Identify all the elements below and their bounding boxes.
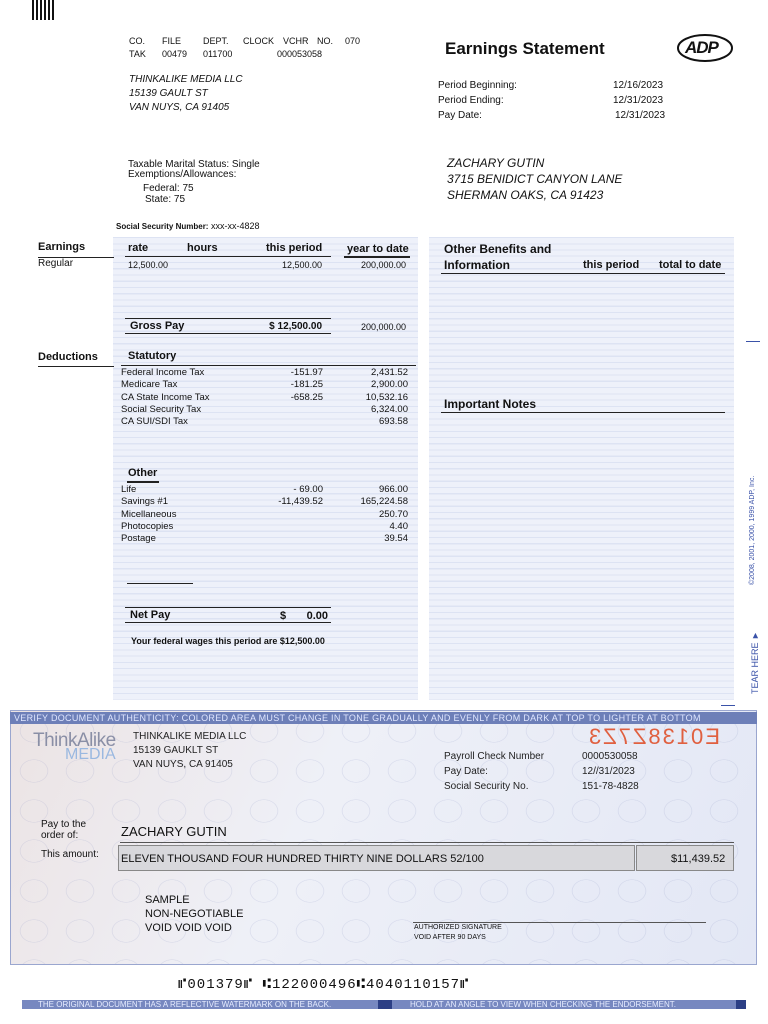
gross-pay-ytd: 200,000.00	[360, 322, 406, 332]
check-ssn-label: Social Security No.	[444, 781, 529, 792]
federal-wages-note: Your federal wages this period are $12,500.00	[131, 636, 325, 646]
other-row	[121, 521, 413, 533]
statutory-row	[121, 392, 413, 404]
code-value-file: 00479	[162, 49, 188, 59]
benefits-title-line2: Information	[444, 258, 510, 272]
code-label-no: NO.	[317, 36, 334, 46]
earnings-panel	[113, 237, 418, 700]
tear-arrow-icon: ►	[750, 631, 760, 640]
federal-label: Federal:	[143, 183, 180, 194]
company-street: 15139 GAULT ST	[129, 88, 208, 99]
check-ssn: 151-78-4828	[582, 781, 639, 792]
check-info	[444, 749, 684, 794]
code-label-file: FILE	[162, 36, 182, 46]
other-row	[121, 509, 413, 521]
check-company-city: VAN NUYS, CA 91405	[133, 759, 233, 770]
employee-address	[447, 155, 622, 203]
important-notes-title: Important Notes	[444, 397, 537, 411]
statutory-row	[121, 379, 413, 391]
statutory-ytd: 2,900.00	[371, 379, 408, 391]
company-city: VAN NUYS, CA 91405	[129, 102, 230, 113]
other-ytd: 250.70	[378, 508, 408, 520]
regular-label: Regular	[38, 258, 74, 269]
micr-line: ⑈001379⑈ ⑆122000496⑆4040110157⑈	[178, 977, 470, 993]
statutory-ytd: 10,532.16	[365, 391, 408, 403]
code-value-co: TAK	[129, 49, 146, 59]
pay-to-label	[41, 819, 86, 841]
statutory-label: Statutory	[128, 350, 177, 362]
important-notes-rule	[441, 412, 725, 413]
signature-label: AUTHORIZED SIGNATURE	[414, 924, 502, 931]
other-label: Other	[128, 467, 158, 479]
benefits-header-rule	[441, 273, 725, 274]
pay-to-line2: order of:	[41, 830, 79, 841]
code-value-dept: 011700	[203, 49, 233, 59]
exemptions-label: Exemptions/Allowances:	[128, 169, 237, 180]
check-logo-media: MEDIA	[65, 746, 116, 763]
code-value-vchr: 000053058	[277, 49, 323, 59]
payee-rule	[120, 842, 734, 843]
code-label-co: CO.	[129, 36, 146, 46]
earnings-header-rule	[125, 256, 331, 257]
benefits-title-line1: Other Benefits and	[444, 242, 552, 256]
net-pay-bottom-rule	[125, 622, 331, 623]
other-label: Postage	[121, 533, 156, 545]
gross-pay-bottom-rule	[125, 333, 331, 334]
check-pay-date: 12//31/2023	[582, 766, 635, 777]
ssn-value: xxx-xx-4828	[211, 221, 260, 231]
watermark-notice-right: HOLD AT AN ANGLE TO VIEW WHEN CHECKING THE ENDORSEMENT.	[410, 1000, 676, 1009]
statutory-label: Federal Income Tax	[121, 367, 205, 378]
other-current: - 69.00	[293, 484, 323, 495]
code-label-070: 070	[345, 36, 361, 46]
employee-name: ZACHARY GUTIN	[447, 156, 545, 170]
statutory-row	[121, 404, 413, 416]
other-label: Micellaneous	[121, 508, 177, 520]
other-row	[121, 484, 413, 496]
tear-tick-bottom	[721, 705, 735, 706]
pay-to-line1: Pay to the	[41, 819, 87, 830]
other-rule	[127, 481, 159, 483]
net-pay-value: 0.00	[306, 610, 328, 622]
barcode-mark	[32, 0, 56, 20]
other-row	[121, 496, 413, 508]
other-label: Savings #1	[121, 496, 169, 508]
ytd-header-rule	[344, 256, 410, 258]
bar-marker-end	[736, 1000, 746, 1009]
sample-line: SAMPLE	[145, 894, 190, 906]
ssn-label: Social Security Number:	[116, 222, 209, 231]
statutory-current: -658.25	[290, 391, 323, 403]
copyright-text: ©2008, 2001, 2000, 1999 ADP, Inc.	[749, 475, 756, 585]
other-ytd: 4.40	[389, 520, 408, 532]
void-line: VOID VOID VOID	[145, 922, 232, 934]
net-pay-label: Net Pay	[130, 609, 171, 621]
amount-words: ELEVEN THOUSAND FOUR HUNDRED THIRTY NINE DOLLARS 52/100	[121, 853, 484, 865]
sample-void-text	[145, 893, 243, 935]
gross-pay-top-rule	[125, 318, 331, 319]
check-company-street: 15139 GAUKLT ST	[133, 745, 219, 756]
period-beginning-label: Period Beginning:	[438, 80, 517, 91]
non-negotiable-line: NON-NEGOTIABLE	[145, 908, 244, 920]
other-current: -11,439.52	[278, 496, 323, 508]
marital-status: Taxable Marital Status: Single	[128, 159, 260, 170]
payroll-check-number: 0000530058	[582, 751, 638, 762]
tear-here-text: TEAR HERE	[750, 642, 760, 694]
statutory-label: CA State Income Tax	[121, 391, 210, 403]
other-ytd: 39.54	[384, 533, 408, 545]
check-company-address	[133, 730, 246, 772]
header-codes-values	[129, 49, 389, 60]
net-pay-top-rule	[125, 607, 331, 608]
col-this-period: this period	[266, 242, 323, 254]
state-label: State:	[145, 194, 172, 205]
period-ending-value: 12/31/2023	[613, 95, 664, 106]
period-info	[438, 78, 678, 123]
void-after-label: VOID AFTER 90 DAYS	[414, 934, 486, 941]
payee-name: ZACHARY GUTIN	[121, 824, 227, 839]
check-serial-number: E0138Z7Z3	[587, 724, 720, 749]
company-name: THINKALIKE MEDIA LLC	[129, 74, 243, 85]
net-pay-separator	[127, 583, 193, 584]
period-ending-label: Period Ending:	[438, 95, 504, 106]
statement-title: Earnings Statement	[445, 39, 605, 58]
header-codes-labels	[129, 36, 389, 47]
col-ytd: year to date	[347, 243, 409, 255]
benefits-col-this-period: this period	[583, 259, 640, 271]
other-ytd: 165,224.58	[360, 496, 408, 508]
state-value: 75	[173, 194, 186, 205]
statutory-current: -151.97	[290, 367, 323, 378]
signature-line	[413, 922, 706, 923]
statutory-label: Medicare Tax	[121, 379, 178, 391]
gross-pay-label: Gross Pay	[130, 320, 185, 332]
check-logo-think: ThinkAlike	[33, 730, 116, 751]
earnings-section-label: Earnings	[38, 241, 86, 253]
adp-logo-text: ADP	[685, 38, 718, 57]
period-beginning-value: 12/16/2023	[613, 80, 664, 91]
other-label: Photocopies	[121, 520, 174, 532]
statutory-ytd: 6,324.00	[371, 403, 408, 415]
watermark-notice-left: THE ORIGINAL DOCUMENT HAS A REFLECTIVE WATERMARK ON THE BACK.	[38, 1000, 332, 1009]
federal-value: 75	[182, 183, 194, 194]
deductions-divider	[38, 366, 114, 367]
watermark-notice-bar	[22, 1000, 746, 1009]
adp-logo	[676, 33, 734, 63]
regular-this-period: 12,500.00	[281, 260, 322, 270]
net-pay-currency: $	[280, 610, 287, 622]
code-label-clock: CLOCK	[243, 36, 275, 46]
statutory-label: Social Security Tax	[121, 403, 202, 415]
amount-figure: $11,439.52	[671, 853, 726, 865]
gross-pay-value: $ 12,500.00	[269, 321, 322, 332]
check-company-name: THINKALIKE MEDIA LLC	[133, 731, 247, 742]
authenticity-warning: VERIFY DOCUMENT AUTHENTICITY: COLORED AREA MUST CHANGE IN TONE GRADUALLY AND EVENLY FROM DARK AT TOP TO LIGHTER AT BOTTOM	[10, 712, 757, 724]
employee-city: SHERMAN OAKS, CA 91423	[447, 188, 604, 202]
tear-here-label	[750, 631, 762, 694]
benefits-panel	[429, 237, 734, 700]
other-label: Life	[121, 484, 137, 495]
tear-tick-top	[746, 341, 760, 342]
code-label-dept: DEPT.	[203, 36, 229, 46]
regular-rate: 12,500.00	[128, 260, 169, 270]
statutory-ytd: 693.58	[378, 416, 408, 428]
check-pay-date-label: Pay Date:	[444, 766, 488, 777]
col-rate: rate	[128, 242, 149, 254]
col-hours: hours	[187, 242, 218, 254]
other-row	[121, 533, 413, 545]
regular-ytd: 200,000.00	[360, 260, 406, 270]
company-address	[129, 73, 243, 115]
statutory-row	[121, 367, 413, 379]
pay-date-label: Pay Date:	[438, 110, 482, 121]
check-logo	[33, 730, 116, 764]
other-ytd: 966.00	[378, 484, 408, 495]
code-label-vchr: VCHR	[283, 36, 309, 46]
pay-date-value: 12/31/2023	[615, 110, 666, 121]
benefits-col-total: total to date	[659, 259, 722, 271]
statutory-ytd: 2,431.52	[371, 367, 408, 378]
tax-status-block	[128, 160, 260, 205]
deductions-section-label: Deductions	[38, 351, 98, 363]
amount-label: This amount:	[41, 849, 99, 860]
statutory-rule	[121, 365, 416, 366]
statutory-row	[121, 416, 413, 428]
ssn-line	[116, 221, 260, 231]
employee-street: 3715 BENIDICT CANYON LANE	[447, 172, 623, 186]
statutory-label: CA SUI/SDI Tax	[121, 416, 188, 428]
payroll-check-label: Payroll Check Number	[444, 751, 545, 762]
statutory-current: -181.25	[290, 379, 323, 391]
bar-marker	[378, 1000, 392, 1009]
